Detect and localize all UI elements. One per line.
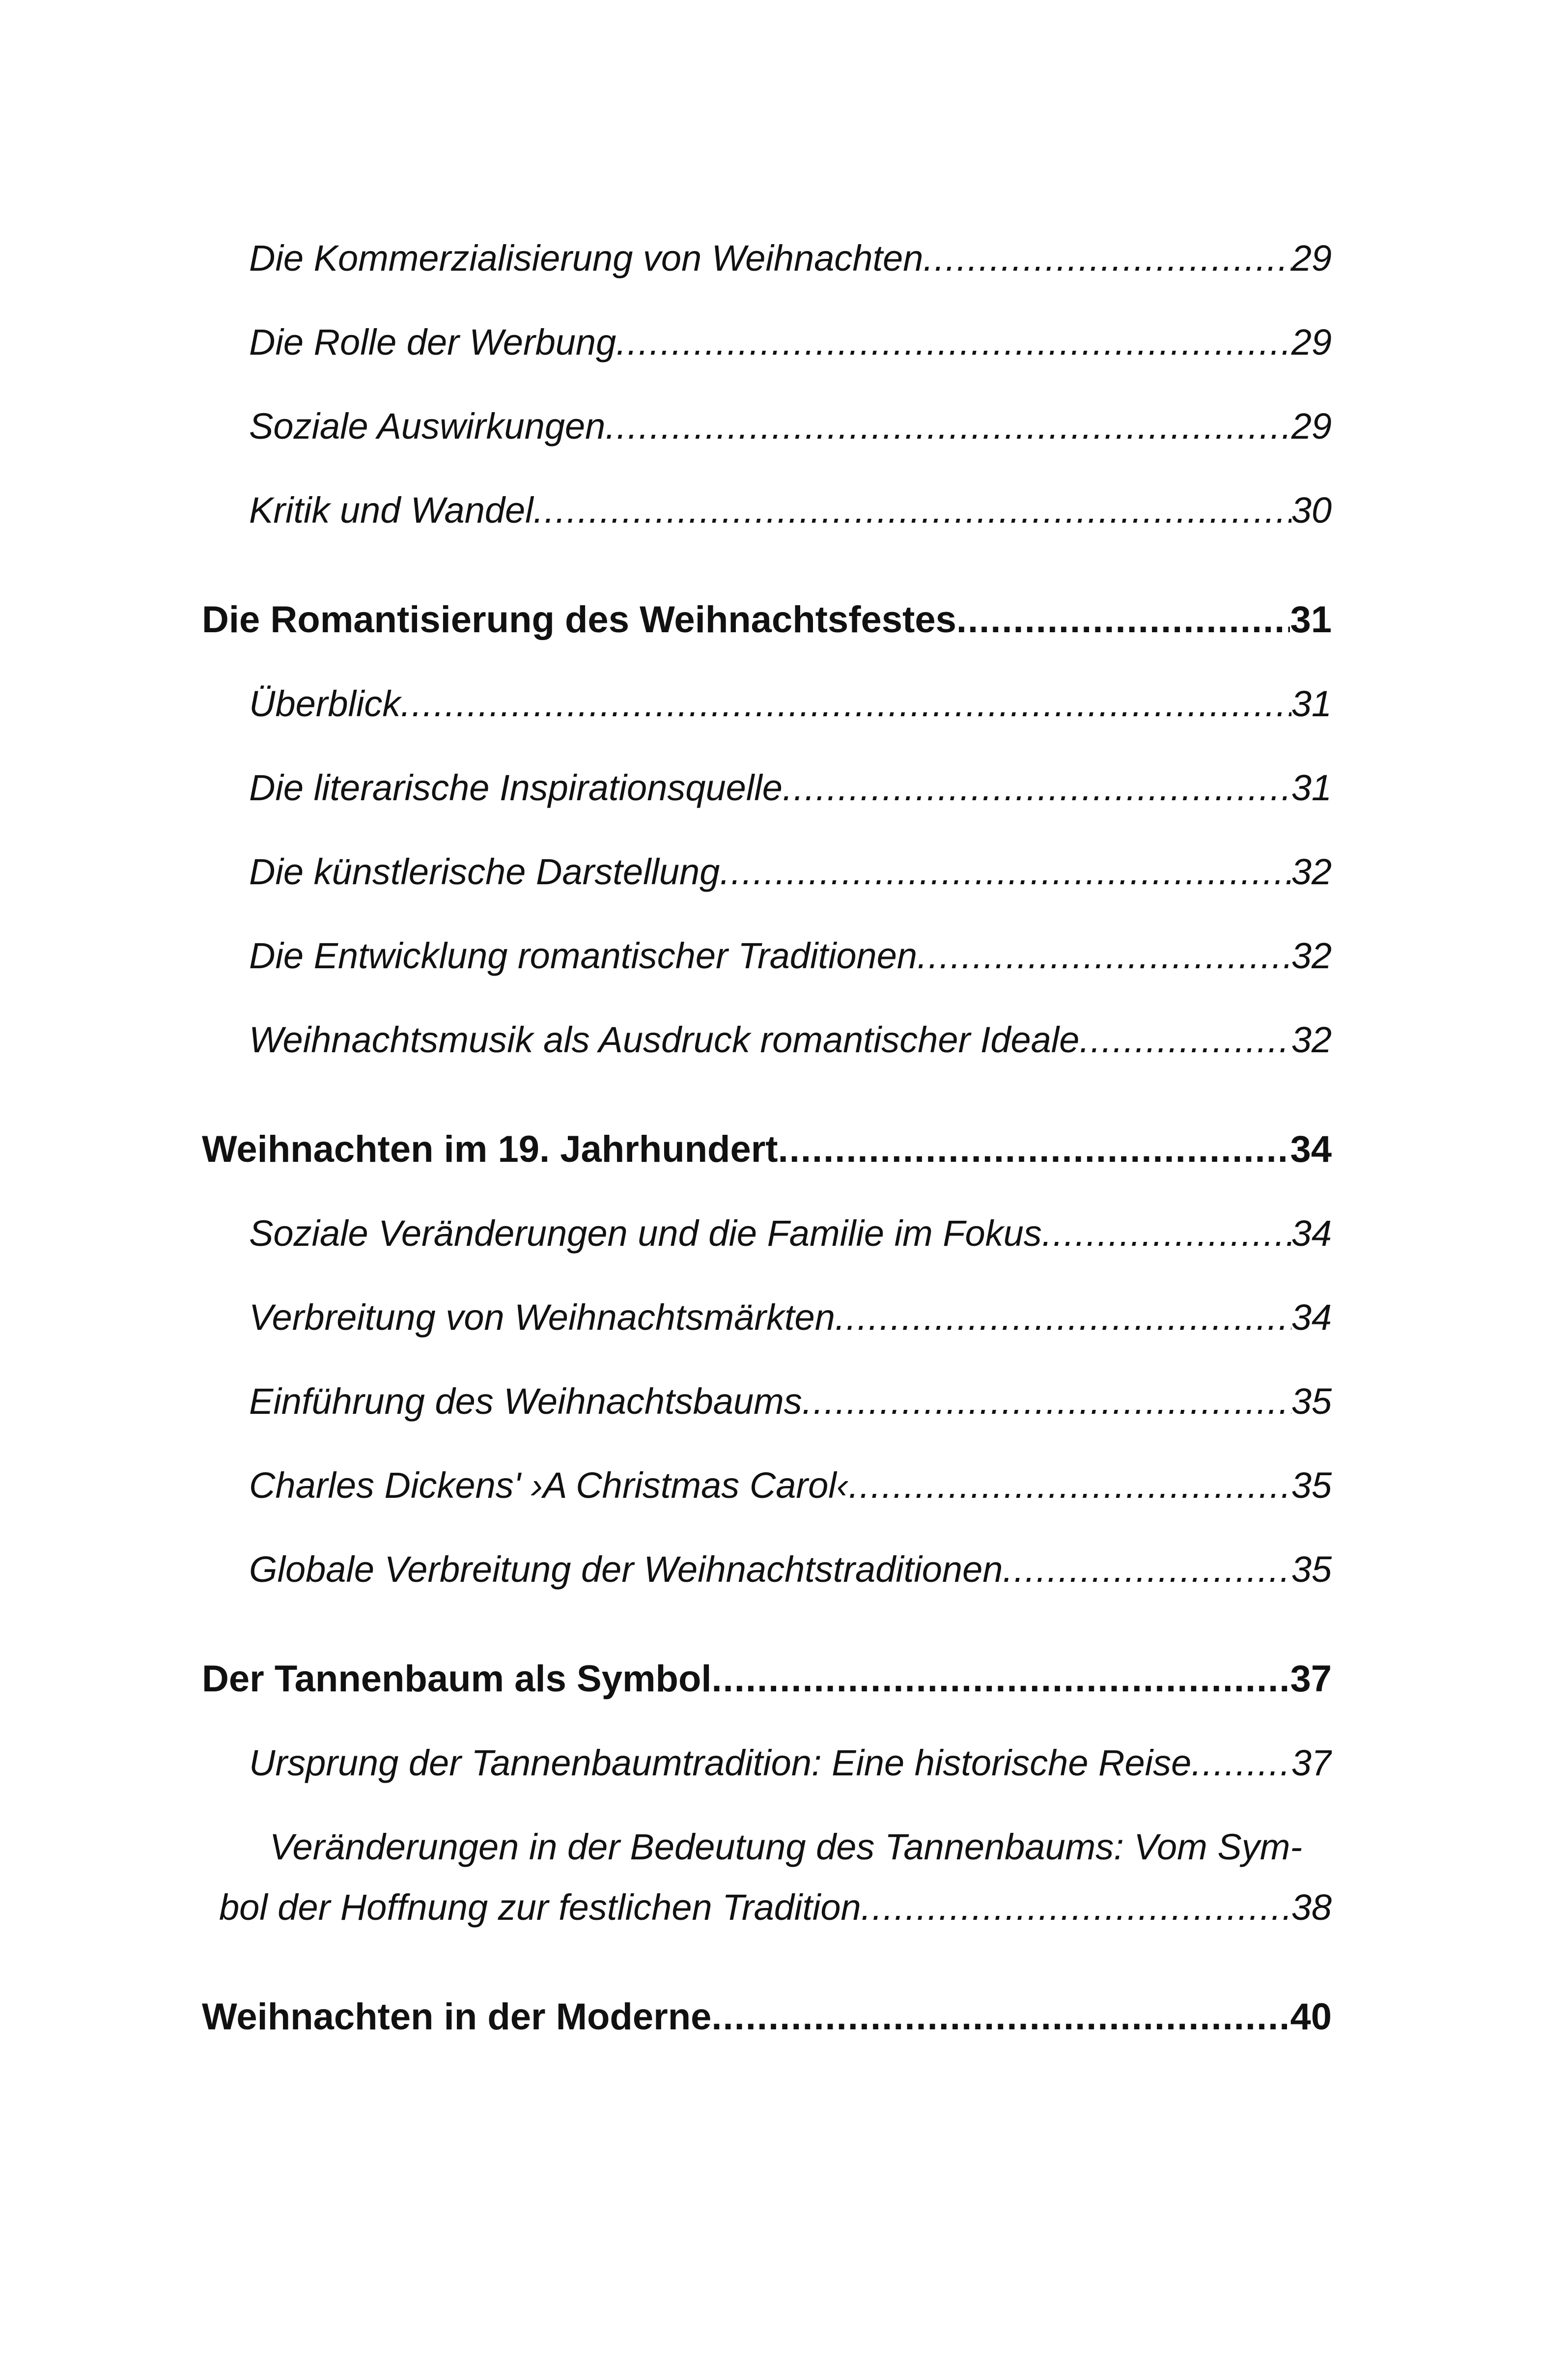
dot-leader	[923, 216, 1291, 300]
toc-entry-multiline[interactable]	[202, 1805, 1332, 1949]
toc-entry-page: 35	[1291, 1465, 1332, 1506]
toc-entry-page: 32	[1291, 1019, 1332, 1060]
dot-leader	[1042, 1191, 1291, 1275]
toc-entry[interactable]	[202, 300, 1332, 384]
dot-leader	[1191, 1721, 1291, 1805]
toc-entry-page: 29	[1291, 238, 1332, 279]
toc-entry[interactable]	[202, 468, 1332, 552]
toc-chapter-page: 31	[1290, 599, 1332, 641]
toc-entry[interactable]	[202, 1721, 1332, 1805]
toc-entry-title: Globale Verbreitung der Weihnachtstraditionen	[249, 1549, 1003, 1590]
toc-entry[interactable]	[202, 1275, 1332, 1359]
toc-entry-title-line1: Veränderungen in der Bedeutung des Tannenbaums: Vom Sym-	[269, 1826, 1302, 1867]
toc-entry-page: 31	[1291, 767, 1332, 808]
toc-entry-page: 37	[1291, 1742, 1332, 1783]
toc-chapter-title: Weihnachten in der Moderne	[202, 1996, 712, 2038]
dot-leader	[917, 914, 1291, 998]
dot-leader	[956, 578, 1290, 662]
toc-entry-title: Einführung des Weihnachtsbaums	[249, 1381, 802, 1422]
toc-chapter-page: 40	[1290, 1996, 1332, 2038]
dot-leader	[835, 1275, 1291, 1359]
toc-entry-title: Die Entwicklung romantischer Traditionen	[249, 935, 918, 976]
toc-entry[interactable]	[202, 662, 1332, 746]
toc-entry-title: Verbreitung von Weihnachtsmärkten	[249, 1297, 835, 1338]
toc-entry[interactable]	[202, 998, 1332, 1082]
toc-entry-title: Die künstlerische Darstellung	[249, 851, 720, 892]
toc-chapter-title: Die Romantisierung des Weihnachtsfestes	[202, 599, 956, 641]
toc-chapter[interactable]	[202, 1637, 1332, 1721]
toc-entry-page: 32	[1291, 935, 1332, 976]
toc-entry[interactable]	[202, 1443, 1332, 1527]
toc-chapter-title: Weihnachten im 19. Jahrhundert	[202, 1128, 778, 1170]
toc-entry-title: Soziale Veränderungen und die Familie im Fokus	[249, 1213, 1042, 1254]
toc-entry-page: 38	[1291, 1887, 1332, 1928]
dot-leader	[533, 468, 1291, 552]
toc-entry-title: Soziale Auswirkungen	[249, 406, 606, 447]
toc-entry-page: 30	[1291, 490, 1332, 531]
toc-entry-title: Kritik und Wandel	[249, 490, 533, 531]
toc-entry-page: 32	[1291, 851, 1332, 892]
toc-entry-page: 35	[1291, 1381, 1332, 1422]
toc-chapter-page: 34	[1290, 1128, 1332, 1170]
toc-entry-page: 29	[1291, 406, 1332, 447]
dot-leader	[1003, 1527, 1291, 1611]
toc-entry-page: 35	[1291, 1549, 1332, 1590]
dot-leader	[605, 384, 1291, 468]
toc-entry-title: Weihnachtsmusik als Ausdruck romantischer Ideale	[249, 1019, 1080, 1060]
toc-entry[interactable]	[202, 1191, 1332, 1275]
toc-chapter[interactable]	[202, 578, 1332, 662]
toc-entry-title: Überblick	[249, 683, 401, 724]
toc-entry-title: Charles Dickens' ›A Christmas Carol‹	[249, 1465, 849, 1506]
toc-chapter[interactable]	[202, 1107, 1332, 1191]
toc-chapter-title: Der Tannenbaum als Symbol	[202, 1658, 712, 1700]
dot-leader	[1079, 998, 1291, 1082]
dot-leader	[712, 1637, 1290, 1721]
dot-leader	[848, 1443, 1291, 1527]
dot-leader	[778, 1107, 1290, 1191]
toc-entry-title: Die Kommerzialisierung von Weihnachten	[249, 238, 924, 279]
dot-leader	[783, 746, 1291, 830]
dot-leader	[861, 1877, 1291, 1937]
toc-entry-page: 31	[1291, 683, 1332, 724]
toc-entry[interactable]	[202, 914, 1332, 998]
toc-entry-page: 29	[1291, 322, 1332, 363]
toc-entry-page: 34	[1291, 1297, 1332, 1338]
dot-leader	[720, 830, 1291, 914]
toc-entry-title: Die literarische Inspirationsquelle	[249, 767, 783, 808]
toc-entry[interactable]	[202, 216, 1332, 300]
dot-leader	[802, 1359, 1291, 1443]
dot-leader	[616, 300, 1291, 384]
toc-entry-page: 34	[1291, 1213, 1332, 1254]
toc-chapter[interactable]	[202, 1975, 1332, 2059]
table-of-contents	[202, 216, 1332, 2059]
toc-entry-title: Ursprung der Tannenbaumtradition: Eine historische Reise	[249, 1742, 1192, 1783]
toc-entry[interactable]	[202, 830, 1332, 914]
toc-entry[interactable]	[202, 746, 1332, 830]
toc-chapter-page: 37	[1290, 1658, 1332, 1700]
dot-leader	[711, 1975, 1290, 2059]
dot-leader	[400, 662, 1291, 746]
toc-entry-title-line2: bol der Hoffnung zur festlichen Tradition	[219, 1887, 861, 1928]
toc-entry-title: Die Rolle der Werbung	[249, 322, 616, 363]
toc-entry[interactable]	[202, 1527, 1332, 1611]
toc-entry[interactable]	[202, 1359, 1332, 1443]
toc-entry[interactable]	[202, 384, 1332, 468]
